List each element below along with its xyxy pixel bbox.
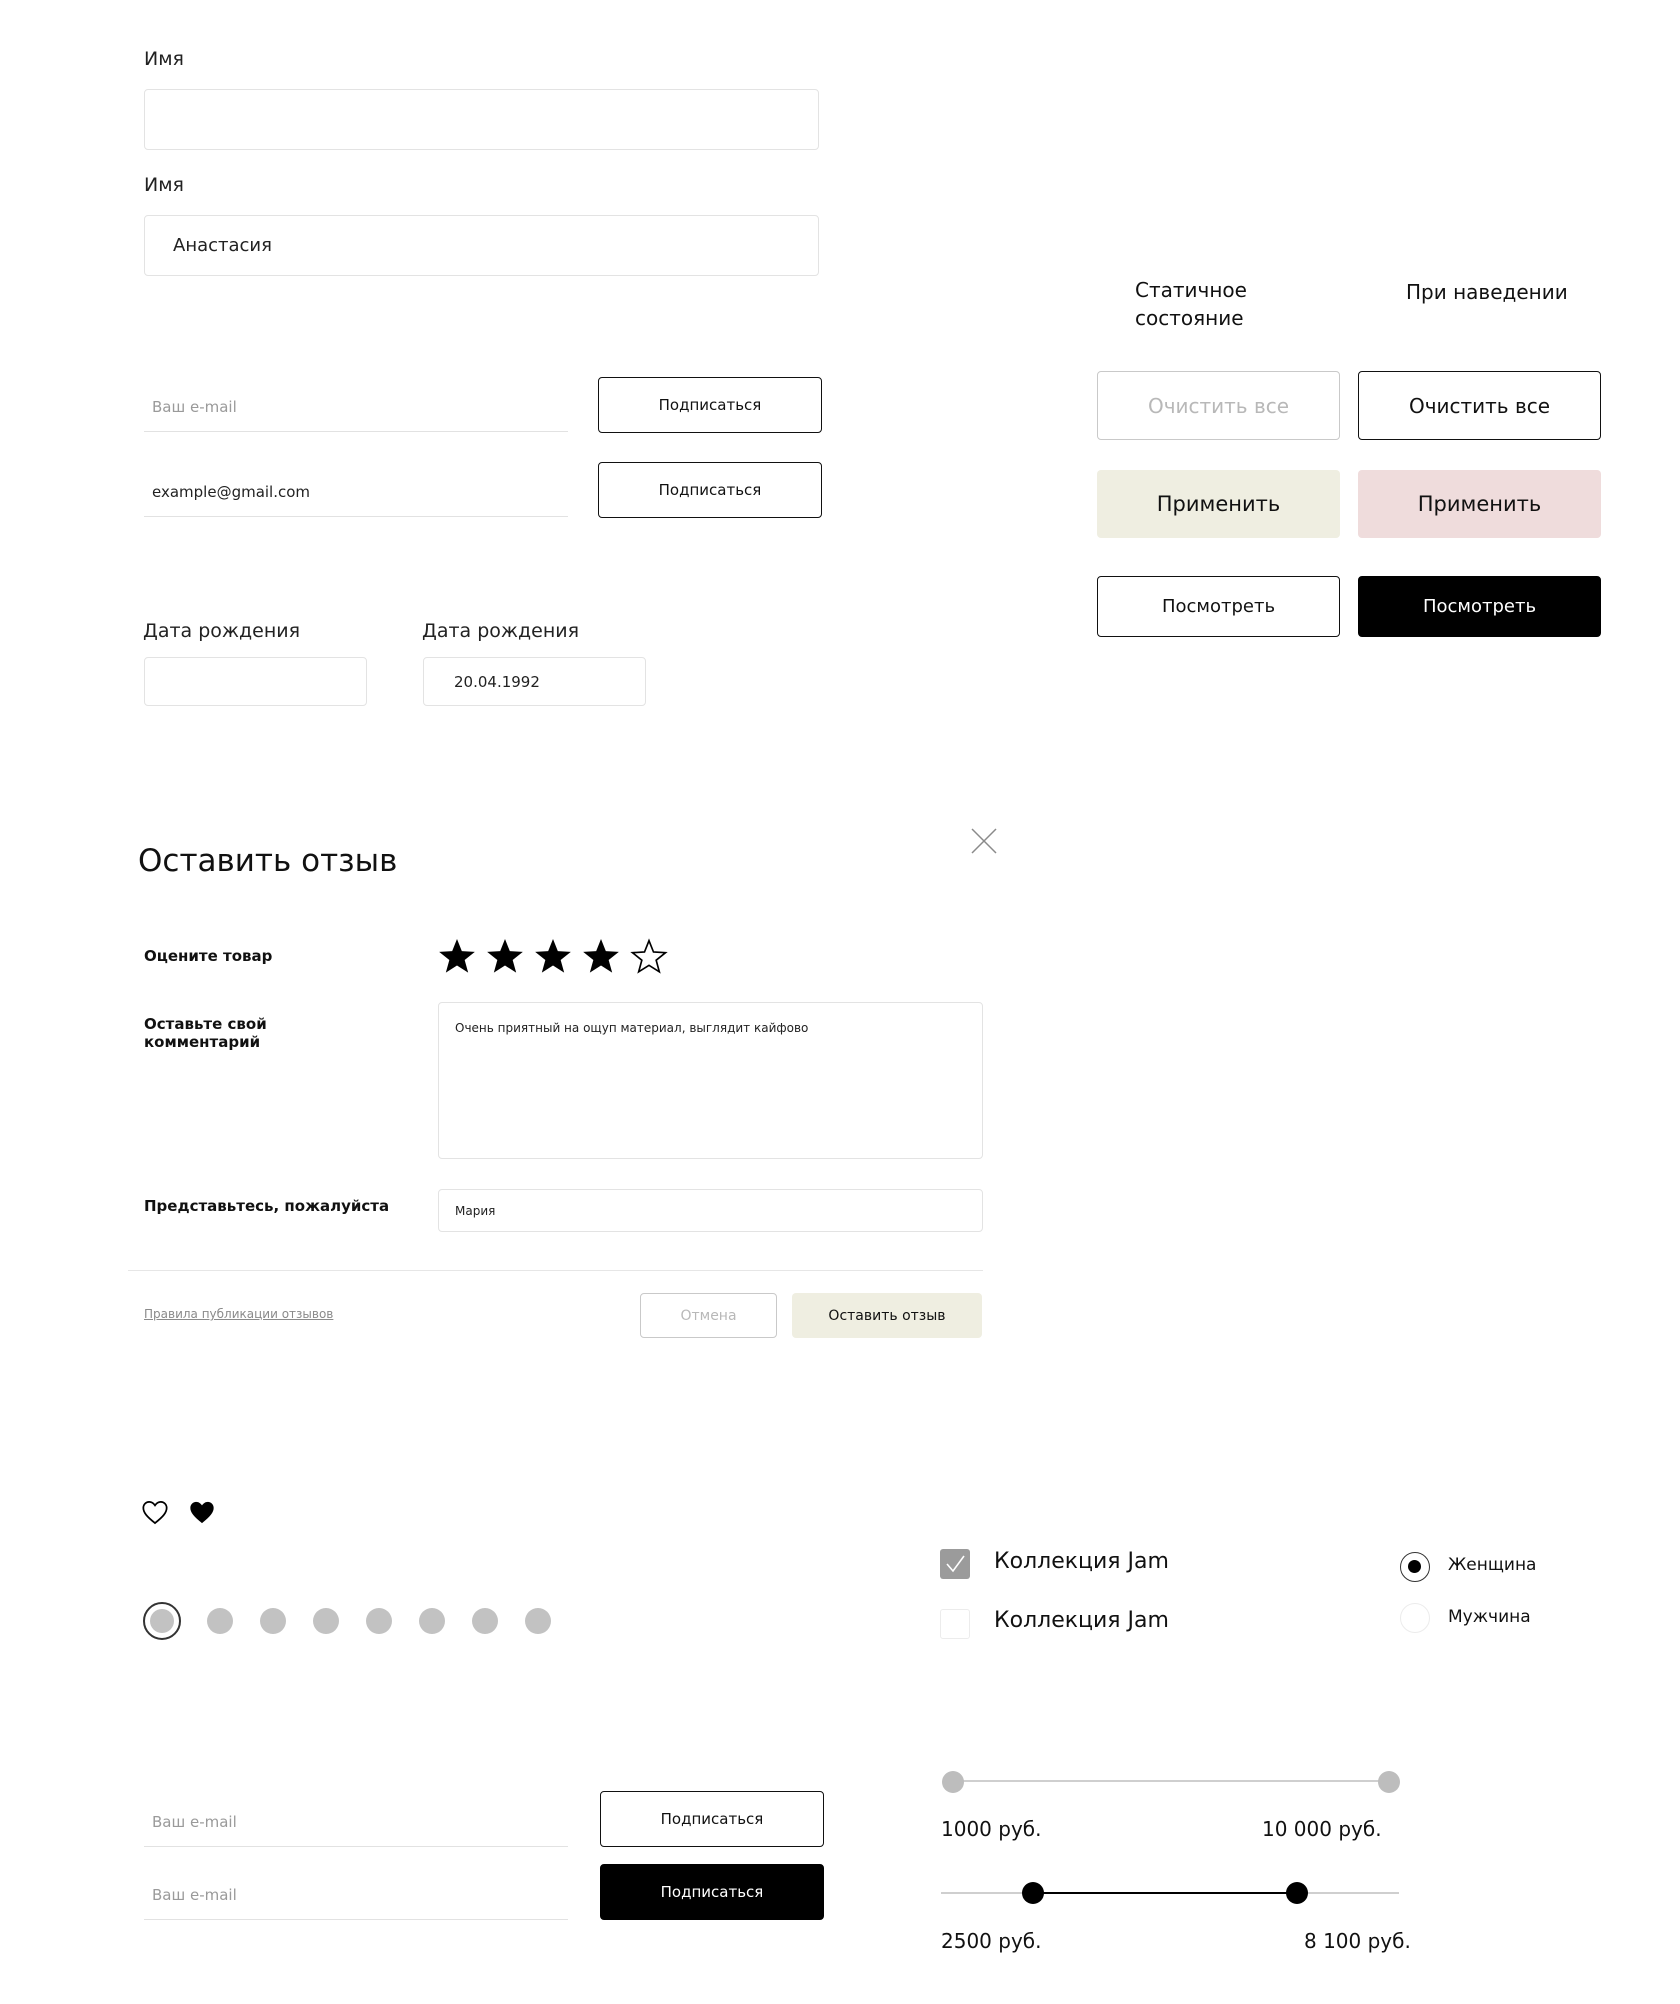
rate-label: Оцените товар: [144, 947, 273, 965]
view-button-static[interactable]: Посмотреть: [1097, 576, 1340, 637]
subscribe-button-bottom-2[interactable]: Подписаться: [600, 1864, 824, 1920]
birth-date-label-2: Дата рождения: [422, 620, 580, 642]
price-slider-max-handle[interactable]: [1378, 1771, 1400, 1793]
clear-all-button-static[interactable]: Очистить все: [1097, 371, 1340, 440]
name-label-filled: Имя: [144, 174, 184, 196]
cancel-button[interactable]: Отмена: [640, 1293, 777, 1338]
radio-unselected[interactable]: [1400, 1603, 1430, 1633]
price-max-label-default: 10 000 руб.: [1262, 1817, 1382, 1841]
heart-filled-icon[interactable]: [188, 1499, 216, 1525]
birth-date-label-1: Дата рождения: [143, 620, 301, 642]
email-input-bottom-1[interactable]: [144, 1797, 568, 1847]
name-label: Имя: [144, 48, 184, 70]
hover-state-label: При наведении: [1406, 280, 1568, 304]
birth-date-input-filled[interactable]: [423, 657, 646, 706]
star-empty-icon[interactable]: [629, 936, 669, 976]
email-input-bottom-2[interactable]: [144, 1870, 568, 1920]
checkbox-checked[interactable]: [940, 1549, 970, 1579]
review-title: Оставить отзыв: [138, 843, 398, 879]
apply-button-hover[interactable]: Применить: [1358, 470, 1601, 538]
introduce-label: Представьтесь, пожалуйста: [144, 1197, 390, 1215]
price-max-label-active: 8 100 руб.: [1304, 1929, 1411, 1953]
pagination-dot[interactable]: [366, 1608, 392, 1634]
radio-label-woman: Женщина: [1448, 1555, 1537, 1575]
check-icon: [940, 1549, 970, 1579]
apply-button-static[interactable]: Применить: [1097, 470, 1340, 538]
rating-stars: [437, 936, 669, 976]
price-slider-track-default: [952, 1780, 1389, 1782]
pagination-dot[interactable]: [313, 1608, 339, 1634]
review-rules-link[interactable]: Правила публикации отзывов: [144, 1307, 334, 1321]
price-min-label-default: 1000 руб.: [941, 1817, 1042, 1841]
subscribe-button-1[interactable]: Подписаться: [598, 377, 822, 433]
radio-label-man: Мужчина: [1448, 1607, 1531, 1627]
close-icon[interactable]: [969, 826, 999, 856]
price-slider-min-handle-active[interactable]: [1022, 1882, 1044, 1904]
view-button-hover[interactable]: Посмотреть: [1358, 576, 1601, 637]
pagination-dot-active[interactable]: [143, 1602, 181, 1640]
checkbox-unchecked[interactable]: [940, 1609, 970, 1639]
pagination-dot[interactable]: [260, 1608, 286, 1634]
checkbox-label-2: Коллекция Jam: [994, 1608, 1169, 1633]
reviewer-name-input[interactable]: [438, 1189, 983, 1232]
email-input-filled[interactable]: [144, 467, 568, 517]
clear-all-button-hover[interactable]: Очистить все: [1358, 371, 1601, 440]
star-filled-icon[interactable]: [437, 936, 477, 976]
comment-textarea[interactable]: [438, 1002, 983, 1159]
price-min-label-active: 2500 руб.: [941, 1929, 1042, 1953]
pagination-dot[interactable]: [419, 1608, 445, 1634]
price-slider-max-handle-active[interactable]: [1286, 1882, 1308, 1904]
name-input-empty[interactable]: [144, 89, 819, 150]
star-filled-icon[interactable]: [485, 936, 525, 976]
birth-date-input-empty[interactable]: [144, 657, 367, 706]
subscribe-button-2[interactable]: Подписаться: [598, 462, 822, 518]
submit-review-button[interactable]: Оставить отзыв: [792, 1293, 982, 1338]
heart-outline-icon[interactable]: [141, 1499, 169, 1525]
review-divider: [128, 1270, 983, 1271]
static-state-label: Статичное состояние: [1135, 278, 1247, 330]
pagination-dot[interactable]: [525, 1608, 551, 1634]
price-slider-min-handle[interactable]: [942, 1771, 964, 1793]
pagination-dot[interactable]: [207, 1608, 233, 1634]
star-filled-icon[interactable]: [581, 936, 621, 976]
pagination-dot[interactable]: [472, 1608, 498, 1634]
star-filled-icon[interactable]: [533, 936, 573, 976]
checkbox-label-1: Коллекция Jam: [994, 1549, 1169, 1574]
email-input-empty[interactable]: [144, 382, 568, 432]
name-input-filled[interactable]: [144, 215, 819, 276]
radio-selected[interactable]: [1400, 1552, 1430, 1582]
price-slider-range: [1033, 1892, 1297, 1894]
subscribe-button-bottom-1[interactable]: Подписаться: [600, 1791, 824, 1847]
comment-label: Оставьте свой комментарий: [144, 1015, 267, 1051]
